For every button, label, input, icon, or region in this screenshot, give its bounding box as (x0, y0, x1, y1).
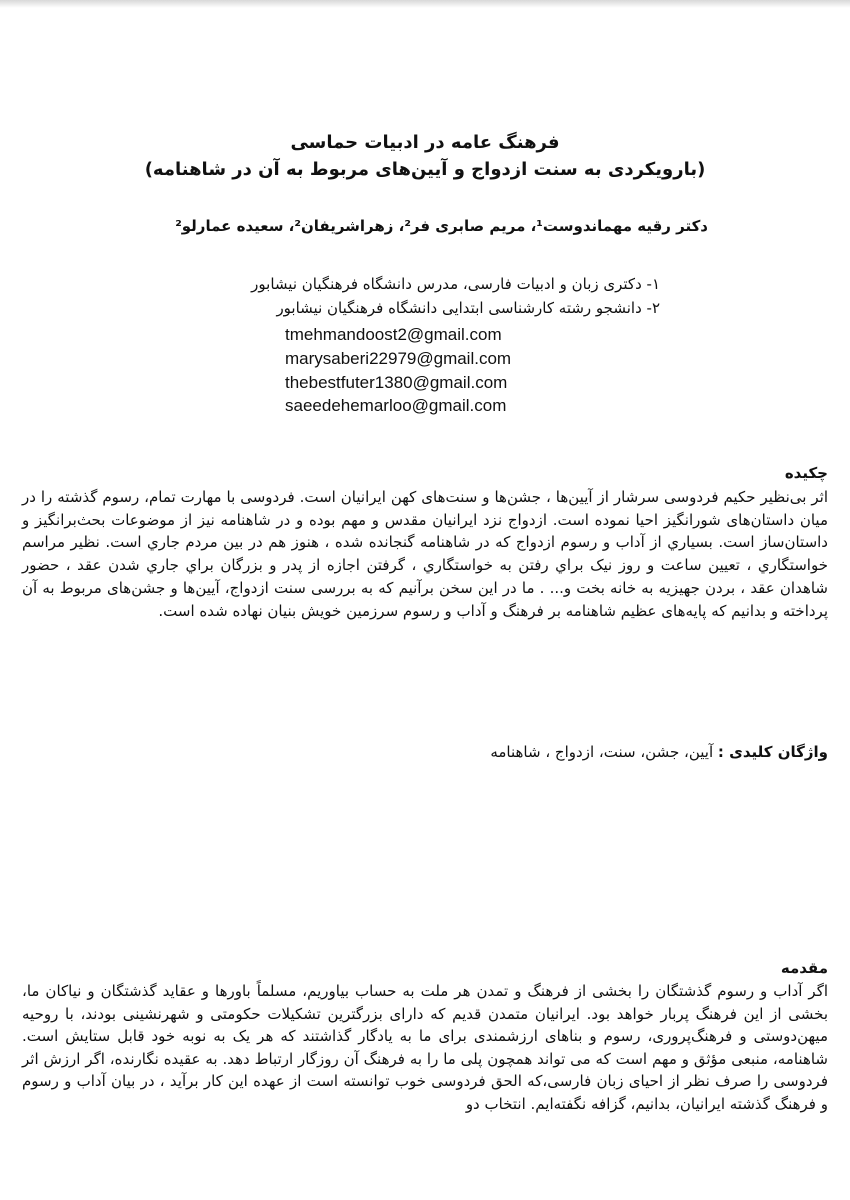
paper-title: فرهنگ عامه در ادبیات حماسی (290, 132, 560, 153)
introduction-heading: مقدمه (780, 959, 828, 977)
author-email-2: marysaberi22979@gmail.com (285, 349, 512, 368)
affiliation-1: ۱- دکتری زبان و ادبیات فارسی، مدرس دانشگاه فرهنگیان نیشابور (251, 275, 660, 293)
author-email-1: tmehmandoost2@gmail.com (285, 325, 502, 344)
abstract-body: اثر بی‌نظیر حکیم فردوسی سرشار از آیین‌ها ، جشن‌ها و سنت‌های کهن ایرانیان است. فردوسی با مهارت تمام، رسوم گذشته را در میان داستان‌های شورانگیز احیا نموده است. ازدواج نزد ایرانیان مقدس و مهم بوده و در شاهنامه نیز از موضوعات بحث‌برانگیز و داستان‌ساز است. بسیاري از آداب و رسوم ازدواج که در شاهنامه گنجانده شده ، هنوز هم در بین مردم جاري است. نظیر مراسم خواستگاري ، تعیین ساعت و روز نیک براي رفتن به خواستگاري ، گرفتن اجازه از پدر و بزرگان براي جاري شدن عقد ، حضور شاهدان عقد ، بردن جهیزیه به خانه بخت و... . ما در این سخن برآنیم که به بررسی سنت ازدواج، آیین‌ها و جشن‌های مربوط به آن پرداخته و بدانیم که پایه‌های عظیم شاهنامه بر فرهنگ و آداب و رسوم سرزمین خویش بنیان نهاده شده است. (22, 488, 828, 620)
keywords-list: آیین، جشن، سنت، ازدواج ، شاهنامه (490, 743, 718, 761)
paper-subtitle: (بارویکردی به سنت ازدواج و آیین‌های مربوط به آن در شاهنامه) (144, 159, 706, 180)
author-email-3: thebestfuter1380@gmail.com (285, 373, 508, 392)
author-list: دکتر رقیه مهماندوست¹، مریم صابری فر²، زهراشریفان²، سعیده عمارلو² (175, 217, 708, 235)
author-email-4: saeedehemarloo@gmail.com (285, 396, 507, 415)
keywords-label: واژگان کلیدی : (717, 743, 828, 761)
abstract-heading: چکیده (784, 464, 828, 482)
keywords-line (22, 741, 828, 763)
affiliation-2: ۲- دانشجو رشته کارشناسی ابتدایی دانشگاه فرهنگیان نیشابور (276, 299, 660, 317)
introduction-body: اگر آداب و رسوم گذشتگان را بخشی از فرهنگ و تمدن هر ملت به حساب بیاوریم، مسلماً باورها و عقاید گذشتگان و نیاکان ما، بخشی از این فرهنگ پربار خواهد بود. ایرانیان متمدن قدیم که دارای بزرگترین تشکیلات حکومتی و شهرنشینی بودند، با روحیه میهن‌دوستی و فرهنگ‌پروری، رسوم و بناهای ارزشمندی برای ما به یادگار گذاشتند که هر یک به نوبه خود قابل ستایش است. شاهنامه، منبعی مؤثق و مهم است که می تواند همچون پلی ما را به فرهنگ آن روزگار ارتباط دهد. به عقیده نگارنده، اگر ارزش اثر فردوسی را صرف نظر از احیای زبان فارسی،که الحق فردوسی خوب توانسته است از عهده این کار برآید ، در بیان آداب و رسوم و فرهنگ گذشته ایرانیان، بدانیم، گزافه نگفته‌ایم. انتخاب دو (22, 982, 828, 1113)
